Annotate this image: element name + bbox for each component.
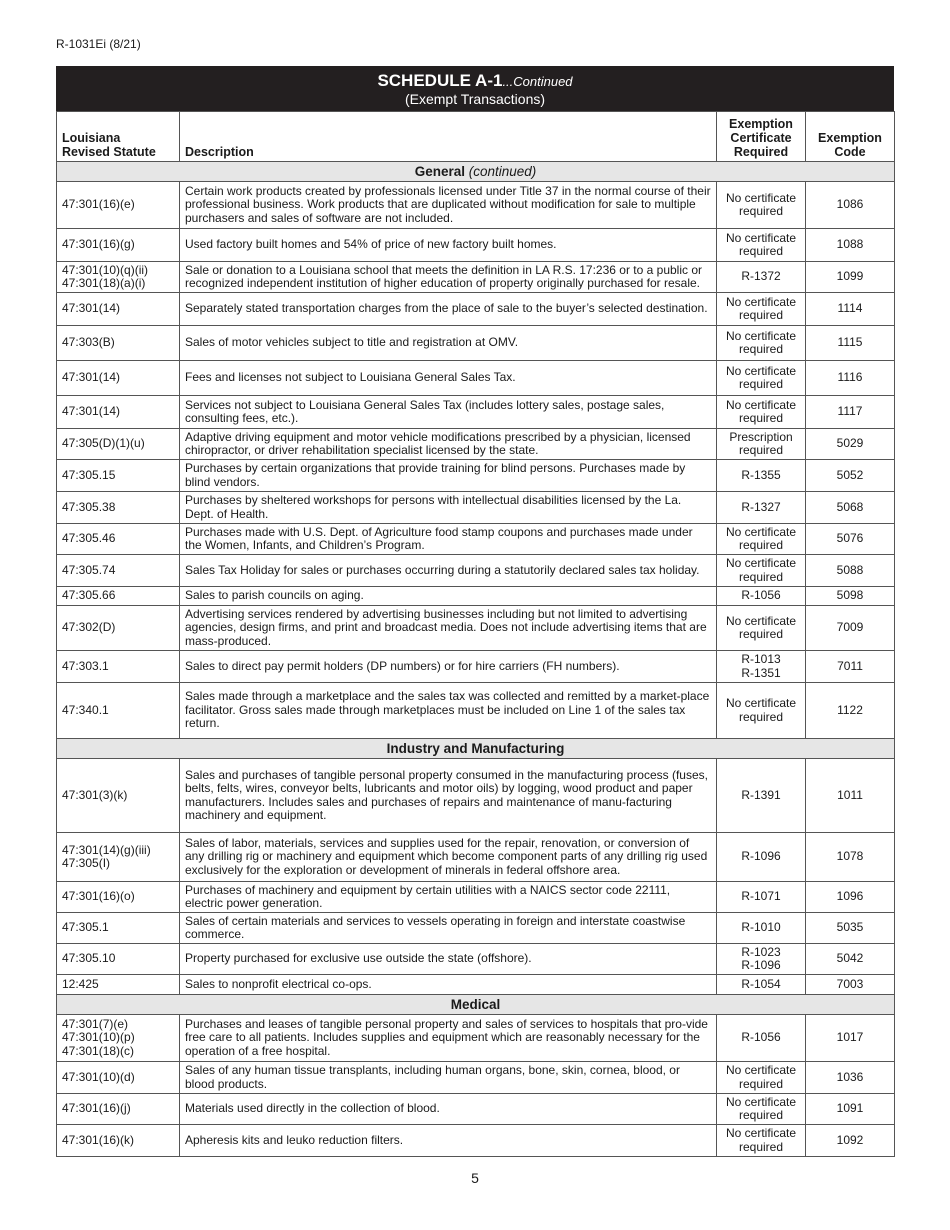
schedule-title: SCHEDULE A-1 — [377, 71, 503, 90]
certificate-cell — [717, 326, 806, 361]
certificate-cell — [717, 587, 806, 606]
description-cell-text: Sales of certain materials and services to vessels operating in foreign and interstate coastwise commerce. — [185, 913, 686, 941]
description-cell-text: Sales of any human tissue transplants, including human organs, bone, skin, cornea, blood, or blood products. — [185, 1063, 680, 1091]
description-cell-text: Sales of labor, materials, services and supplies used for the repair, renovation, or conversion of any drilling rig or machinery and equipment which become component parts of any drilling rig used exclusively for the exploration or development of minerals in federal offshore area. — [185, 835, 708, 877]
table-row — [57, 262, 895, 293]
description-cell — [180, 293, 717, 326]
page-number: 5 — [471, 1170, 479, 1186]
certificate-cell-text: R-1351 — [741, 665, 781, 680]
description-cell-text: Used factory built homes and 54% of price of new factory built homes. — [185, 237, 557, 252]
statute-cell-text: 47:303(B) — [62, 335, 115, 350]
table-row — [57, 587, 895, 606]
description-cell — [180, 944, 717, 975]
certificate-cell — [717, 524, 806, 555]
statute-cell-text: 47:305.38 — [62, 499, 116, 514]
statute-cell — [57, 913, 180, 944]
description-cell-text: Sales to nonprofit electrical co-ops. — [185, 976, 372, 991]
description-cell — [180, 683, 717, 739]
section-title-note: (continued) — [468, 164, 537, 179]
certificate-cell-text: No certificate required — [725, 1063, 797, 1091]
certificate-cell-text: R-1010 — [741, 920, 781, 935]
statute-cell-text: 47:301(16)(g) — [62, 237, 135, 252]
description-cell — [180, 396, 717, 429]
description-cell-text: Sale or donation to a Louisiana school that meets the definition in LA R.S. 17:236 or to a public or recognized independent institution of higher education of property originally purchased for resale. — [185, 262, 703, 290]
exemption-code-cell-text: 5029 — [836, 436, 864, 451]
section-title-text: Medical — [450, 997, 501, 1012]
statute-cell — [57, 651, 180, 683]
exemption-table — [56, 111, 895, 1157]
table-row — [57, 1094, 895, 1125]
statute-cell-text: 47:301(10)(p) — [62, 1030, 135, 1045]
statute-cell — [57, 429, 180, 460]
certificate-cell — [717, 606, 806, 651]
description-cell-text: Services not subject to Louisiana General Sales Tax (includes lottery sales, postage sales, consulting fees, etc.). — [185, 397, 665, 425]
statute-cell-text: 47:301(16)(o) — [62, 889, 135, 904]
description-cell-text: Fees and licenses not subject to Louisiana General Sales Tax. — [185, 370, 516, 385]
exemption-code-cell — [806, 587, 895, 606]
description-cell-text: Advertising services rendered by advertising businesses including but not limited to advertising agencies, design firms, and print and broadcast media. Does not include advertising items that are mass-produced. — [185, 606, 707, 648]
exemption-code-cell-text: 1017 — [836, 1030, 864, 1045]
certificate-cell — [717, 1015, 806, 1062]
certificate-cell-text: R-1056 — [741, 588, 781, 603]
description-cell — [180, 361, 717, 396]
exemption-code-cell — [806, 182, 895, 229]
certificate-cell — [717, 1062, 806, 1094]
statute-cell — [57, 524, 180, 555]
statute-cell — [57, 606, 180, 651]
certificate-cell-text: R-1327 — [741, 499, 781, 514]
table-row — [57, 975, 895, 995]
certificate-cell-text: R-1096 — [741, 958, 781, 972]
exemption-code-cell-text: 1117 — [837, 404, 863, 419]
statute-cell — [57, 460, 180, 492]
exemption-code-cell-text: 1078 — [836, 849, 864, 864]
table-row — [57, 882, 895, 913]
description-cell — [180, 606, 717, 651]
certificate-cell-text: No certificate required — [725, 696, 797, 724]
statute-cell-text: 47:301(16)(e) — [62, 197, 135, 212]
statute-cell-text: 47:301(18)(a)(i) — [62, 276, 146, 290]
statute-cell-text: 47:302(D) — [62, 620, 116, 635]
statute-cell-text: 47:305.15 — [62, 467, 116, 482]
statute-cell — [57, 944, 180, 975]
statute-cell-text: 47:301(14) — [62, 370, 121, 385]
table-row — [57, 759, 895, 833]
description-cell — [180, 975, 717, 995]
table-row — [57, 361, 895, 396]
table-row — [57, 1015, 895, 1062]
exemption-code-cell — [806, 1125, 895, 1157]
description-cell — [180, 492, 717, 524]
description-cell — [180, 833, 717, 882]
description-cell — [180, 1015, 717, 1062]
table-row — [57, 326, 895, 361]
section-header-row — [57, 995, 895, 1015]
description-cell-text: Sales to parish councils on aging. — [185, 588, 364, 603]
exemption-code-cell — [806, 460, 895, 492]
description-cell — [180, 759, 717, 833]
exemption-code-cell-text: 1115 — [837, 335, 863, 350]
certificate-cell-text: No certificate required — [725, 294, 797, 322]
certificate-cell-text: Prescription required — [729, 429, 793, 457]
statute-cell — [57, 262, 180, 293]
certificate-cell — [717, 975, 806, 995]
certificate-cell — [717, 293, 806, 326]
section-header-row — [57, 739, 895, 759]
statute-cell — [57, 1062, 180, 1094]
statute-cell — [57, 683, 180, 739]
statute-cell — [57, 882, 180, 913]
certificate-cell — [717, 555, 806, 587]
exemption-code-cell — [806, 913, 895, 944]
table-row — [57, 913, 895, 944]
statute-cell-text: 47:305.46 — [62, 531, 116, 546]
exemption-code-cell-text: 1092 — [836, 1132, 864, 1147]
statute-cell — [57, 833, 180, 882]
table-row — [57, 944, 895, 975]
table-row — [57, 429, 895, 460]
description-cell-text: Sales to direct pay permit holders (DP numbers) or for hire carriers (FH numbers). — [185, 658, 620, 673]
exemption-code-cell — [806, 1015, 895, 1062]
exemption-code-cell-text: 7009 — [836, 620, 864, 635]
description-cell — [180, 651, 717, 683]
statute-cell — [57, 361, 180, 396]
table-row — [57, 1062, 895, 1094]
description-cell-text: Purchases made with U.S. Dept. of Agriculture food stamp coupons and purchases made under the Women, Infants, and Children’s Program. — [185, 524, 693, 552]
description-cell-text: Property purchased for exclusive use outside the state (offshore). — [185, 951, 532, 966]
exemption-code-cell — [806, 361, 895, 396]
statute-cell — [57, 229, 180, 262]
exemption-code-cell — [806, 524, 895, 555]
certificate-cell — [717, 759, 806, 833]
certificate-cell-text: R-1391 — [741, 787, 781, 802]
certificate-cell-text: R-1023 — [741, 944, 781, 959]
section-title — [57, 995, 895, 1015]
description-cell — [180, 587, 717, 606]
exemption-code-cell-text: 5068 — [836, 499, 864, 514]
statute-cell-text: 47:301(10)(q)(ii) — [62, 262, 149, 277]
statute-cell — [57, 1125, 180, 1157]
table-row — [57, 492, 895, 524]
statute-cell — [57, 587, 180, 606]
description-cell-text: Purchases by certain organizations that provide training for blind persons. Purchases made by blind vendors. — [185, 461, 686, 489]
description-cell — [180, 262, 717, 293]
exemption-code-cell-text: 1122 — [837, 702, 863, 717]
section-title-text: Industry and Manufacturing — [386, 741, 565, 756]
certificate-cell-text: No certificate required — [725, 1126, 797, 1154]
description-cell-text: Apheresis kits and leuko reduction filters. — [185, 1132, 404, 1147]
statute-cell-text: 47:305.10 — [62, 951, 116, 966]
certificate-cell — [717, 833, 806, 882]
exemption-code-cell-text: 1011 — [837, 787, 863, 802]
certificate-cell — [717, 1094, 806, 1125]
exemption-code-cell — [806, 326, 895, 361]
form-id: R-1031Ei (8/21) — [56, 37, 141, 51]
statute-cell — [57, 293, 180, 326]
exemption-code-cell-text: 1091 — [836, 1101, 864, 1116]
section-title — [57, 162, 895, 182]
description-cell — [180, 1062, 717, 1094]
description-cell — [180, 1094, 717, 1125]
table-row — [57, 1125, 895, 1157]
exemption-code-cell-text: 1036 — [836, 1069, 864, 1084]
statute-cell-text: 47:301(14) — [62, 404, 121, 419]
certificate-cell-text: R-1071 — [741, 889, 781, 904]
statute-cell-text: 47:301(14) — [62, 301, 121, 316]
statute-cell — [57, 1015, 180, 1062]
exemption-code-cell — [806, 396, 895, 429]
statute-cell-text: 47:305.74 — [62, 562, 116, 577]
statute-cell — [57, 555, 180, 587]
exemption-code-cell — [806, 492, 895, 524]
statute-cell — [57, 1094, 180, 1125]
certificate-cell-text: No certificate required — [725, 524, 797, 552]
description-cell-text: Adaptive driving equipment and motor vehicle modifications prescribed by a physician, licensed chiropractor, or driver rehabilitation specialist licensed by the state. — [185, 429, 691, 457]
statute-cell-text: 47:301(14)(g)(iii) — [62, 842, 151, 857]
col-header-code: Exemption Code — [806, 112, 895, 162]
certificate-cell — [717, 683, 806, 739]
statute-cell-text: 47:301(3)(k) — [62, 787, 128, 802]
exemption-code-cell — [806, 293, 895, 326]
certificate-cell — [717, 944, 806, 975]
certificate-cell-text: No certificate required — [725, 556, 797, 584]
certificate-cell-text: No certificate required — [725, 328, 797, 356]
exemption-code-cell-text: 5052 — [836, 467, 864, 482]
statute-cell — [57, 975, 180, 995]
certificate-cell — [717, 429, 806, 460]
description-cell-text: Separately stated transportation charges from the place of sale to the buyer’s selected destination. — [185, 301, 708, 316]
exemption-code-cell — [806, 975, 895, 995]
exemption-code-cell — [806, 229, 895, 262]
exemption-code-cell — [806, 651, 895, 683]
statute-cell — [57, 492, 180, 524]
description-cell — [180, 1125, 717, 1157]
description-cell-text: Sales of motor vehicles subject to title and registration at OMV. — [185, 335, 519, 350]
certificate-cell-text: No certificate required — [725, 1094, 797, 1122]
col-header-certificate: Exemption Certificate Required — [717, 112, 806, 162]
exemption-code-cell — [806, 429, 895, 460]
statute-cell-text: 47:340.1 — [62, 702, 109, 717]
header-row — [57, 112, 895, 162]
certificate-cell-text: R-1013 — [741, 652, 781, 666]
certificate-cell — [717, 262, 806, 293]
certificate-cell — [717, 492, 806, 524]
exemption-code-cell-text: 1086 — [836, 197, 864, 212]
certificate-cell-text: R-1372 — [741, 269, 781, 284]
certificate-cell-text: No certificate required — [725, 230, 797, 258]
description-cell — [180, 882, 717, 913]
description-cell — [180, 429, 717, 460]
exemption-code-cell-text: 5042 — [836, 951, 864, 966]
description-cell-text: Sales and purchases of tangible personal property consumed in the manufacturing process (fuses, belts, felts, wires, conveyor belts, lubricants and motor oils) by logging, wood product and paper manufacturers. Includes sales and purchases of repairs and maintenance of manu-facturing machinery and equipment. — [185, 767, 708, 822]
exemption-code-cell — [806, 555, 895, 587]
table-row — [57, 606, 895, 651]
certificate-cell-text: R-1054 — [741, 976, 781, 991]
table-row — [57, 524, 895, 555]
description-cell-text: Purchases and leases of tangible personal property and sales of services to hospitals that pro-vide free care to all patients. Includes supplies and equipment which are reasonably necessary for the operation of a free hospital. — [185, 1016, 708, 1058]
certificate-cell-text: No certificate required — [725, 190, 797, 218]
exemption-code-cell-text: 1099 — [836, 269, 864, 284]
section-title — [57, 739, 895, 759]
exemption-code-cell-text: 5098 — [836, 588, 864, 603]
statute-cell — [57, 326, 180, 361]
certificate-cell — [717, 882, 806, 913]
col-header-statute: Louisiana Revised Statute — [57, 112, 180, 162]
exemption-code-cell — [806, 882, 895, 913]
exemption-code-cell — [806, 606, 895, 651]
certificate-cell-text: No certificate required — [725, 613, 797, 641]
description-cell — [180, 555, 717, 587]
description-cell — [180, 460, 717, 492]
exemption-code-cell — [806, 1062, 895, 1094]
exemption-code-cell-text: 5035 — [836, 920, 864, 935]
statute-cell-text: 47:303.1 — [62, 658, 109, 673]
description-cell-text: Purchases by sheltered workshops for persons with intellectual disabilities licensed by the La. Dept. of Health. — [185, 493, 682, 521]
certificate-cell-text: No certificate required — [725, 363, 797, 391]
exemption-code-cell-text: 1114 — [837, 301, 863, 316]
certificate-cell-text: R-1056 — [741, 1030, 781, 1045]
schedule-title-banner — [56, 66, 894, 111]
table-row — [57, 182, 895, 229]
statute-cell — [57, 759, 180, 833]
exemption-code-cell — [806, 262, 895, 293]
col-header-description: Description — [180, 112, 717, 162]
statute-cell-text: 47:301(16)(k) — [62, 1132, 135, 1147]
exemption-code-cell — [806, 759, 895, 833]
table-row — [57, 651, 895, 683]
certificate-cell — [717, 361, 806, 396]
section-header-row — [57, 162, 895, 182]
description-cell — [180, 182, 717, 229]
statute-cell-text: 47:301(16)(j) — [62, 1101, 131, 1116]
certificate-cell-text: R-1355 — [741, 467, 781, 482]
exemption-code-cell — [806, 944, 895, 975]
schedule-subtitle: (Exempt Transactions) — [404, 91, 546, 107]
table-row — [57, 683, 895, 739]
statute-cell-text: 47:305(D)(1)(u) — [62, 436, 145, 451]
exemption-code-cell-text: 1116 — [837, 370, 863, 385]
exemption-code-cell — [806, 833, 895, 882]
statute-cell-text: 12:425 — [62, 976, 99, 991]
description-cell — [180, 913, 717, 944]
exemption-code-cell — [806, 1094, 895, 1125]
certificate-cell — [717, 651, 806, 683]
exemption-code-cell-text: 5076 — [836, 531, 864, 546]
exemption-code-cell-text: 1096 — [836, 889, 864, 904]
table-row — [57, 396, 895, 429]
statute-cell-text: 47:305.66 — [62, 588, 116, 603]
statute-cell-text: 47:305.1 — [62, 920, 109, 935]
description-cell-text: Sales Tax Holiday for sales or purchases occurring during a statutorily declared sales tax holiday. — [185, 562, 700, 577]
table-row — [57, 293, 895, 326]
certificate-cell — [717, 396, 806, 429]
exemption-code-cell-text: 7011 — [837, 658, 863, 673]
certificate-cell — [717, 1125, 806, 1157]
statute-cell — [57, 182, 180, 229]
exemption-code-cell — [806, 683, 895, 739]
schedule-continued: ...Continued — [502, 74, 573, 89]
certificate-cell — [717, 913, 806, 944]
table-row — [57, 555, 895, 587]
certificate-cell — [717, 182, 806, 229]
section-title-text: General — [414, 164, 465, 179]
exemption-code-cell-text: 5088 — [836, 562, 864, 577]
statute-cell-text: 47:301(10)(d) — [62, 1069, 135, 1084]
certificate-cell — [717, 229, 806, 262]
table-row — [57, 229, 895, 262]
table-row — [57, 460, 895, 492]
description-cell — [180, 229, 717, 262]
statute-cell-text: 47:305(I) — [62, 856, 111, 870]
exemption-code-cell-text: 7003 — [836, 976, 864, 991]
description-cell-text: Purchases of machinery and equipment by certain utilities with a NAICS sector code 22111, electric power generation. — [185, 882, 671, 910]
statute-cell-text: 47:301(7)(e) — [62, 1016, 129, 1031]
description-cell — [180, 326, 717, 361]
description-cell-text: Sales made through a marketplace and the sales tax was collected and remitted by a market-place facilitator. Gross sales made through marketplaces must be included on Line 1 of the sales tax return. — [185, 689, 710, 731]
certificate-cell-text: No certificate required — [725, 397, 797, 425]
description-cell-text: Certain work products created by professionals licensed under Title 37 in the normal course of their professional business. Work products that are duplicated without modification for sale to multiple purchasers and sales of software are not included. — [185, 183, 711, 225]
description-cell — [180, 524, 717, 555]
certificate-cell — [717, 460, 806, 492]
certificate-cell-text: R-1096 — [741, 849, 781, 864]
exemption-code-cell-text: 1088 — [836, 237, 864, 252]
statute-cell-text: 47:301(18)(c) — [62, 1043, 135, 1058]
table-row — [57, 833, 895, 882]
statute-cell — [57, 396, 180, 429]
description-cell-text: Materials used directly in the collection of blood. — [185, 1101, 440, 1116]
